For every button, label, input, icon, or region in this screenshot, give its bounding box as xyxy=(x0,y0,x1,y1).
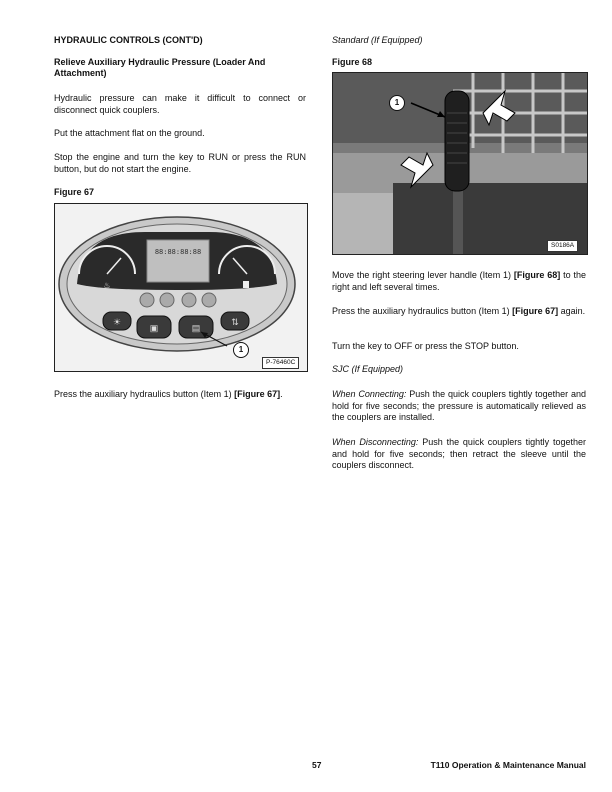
steering-lever-handle xyxy=(445,91,469,191)
lcd-display xyxy=(147,240,209,282)
lights-button[interactable] xyxy=(103,312,131,330)
paragraph-press-aux-button: Press the auxiliary hydraulics button (Item 1) [Figure 67]. xyxy=(54,389,283,399)
paragraph-turn-key-off: Turn the key to OFF or press the STOP button. xyxy=(332,341,519,351)
steering-lever-photo xyxy=(333,73,587,254)
manual-title: T110 Operation & Maintenance Manual xyxy=(430,760,586,770)
figure-67-label: Figure 67 xyxy=(54,187,95,197)
indicator-light-3-icon xyxy=(182,293,196,307)
paragraph-press-aux-again: Press the auxiliary hydraulics button (Item 1) [Figure 67] again. xyxy=(332,306,586,316)
figure-68-label: Figure 68 xyxy=(332,57,373,67)
figure-68 xyxy=(332,72,588,255)
paragraph-when-disconnecting: When Disconnecting: Push the quick couplers tightly together and hold for five seconds; then retract the sleeve until the couplers disconnect. xyxy=(332,437,587,470)
auxiliary-hydraulics-button[interactable] xyxy=(179,316,213,338)
figure-68-code: S0186A xyxy=(547,240,578,252)
indicator-light-1-icon xyxy=(140,293,154,307)
bob-tach-button[interactable] xyxy=(137,316,171,338)
svg-text:♨: ♨ xyxy=(103,281,111,290)
instrument-panel-illustration xyxy=(55,204,307,371)
indicator-light-4-icon xyxy=(202,293,216,307)
lcd-readout: 88:88:88:88 xyxy=(154,248,202,256)
figure-67 xyxy=(54,203,308,372)
paragraph-stop-engine: Stop the engine and turn the key to RUN or press the RUN button, but do not start the engine. xyxy=(54,152,306,174)
standard-note: Standard (If Equipped) xyxy=(332,35,423,45)
sjc-note: SJC (If Equipped) xyxy=(332,364,404,374)
figure-67-callout-1: 1 xyxy=(233,342,249,358)
subsection-title: Relieve Auxiliary Hydraulic Pressure (Loader And Attachment) xyxy=(54,57,266,78)
paragraph-attachment-flat: Put the attachment flat on the ground. xyxy=(54,128,205,138)
section-title: HYDRAULIC CONTROLS (CONT'D) xyxy=(54,35,203,45)
paragraph-hydraulic-pressure: Hydraulic pressure can make it difficult to connect or disconnect quick couplers. xyxy=(54,93,306,115)
paragraph-when-connecting: When Connecting: Push the quick couplers tightly together and hold for five seconds; the pressure is automatically relieved as the couplers are installed. xyxy=(332,389,587,422)
svg-text:▤: ▤ xyxy=(191,323,201,333)
svg-text:▣: ▣ xyxy=(149,323,159,333)
page-number: 57 xyxy=(312,760,322,770)
paragraph-move-lever: Move the right steering lever handle (Item 1) [Figure 68] to the right and left several times. xyxy=(332,270,586,292)
figure-68-callout-1: 1 xyxy=(389,95,405,111)
float-button[interactable] xyxy=(221,312,249,330)
svg-text:⇅: ⇅ xyxy=(231,317,239,327)
svg-text:☀: ☀ xyxy=(112,317,122,327)
figure-67-code: P-76460C xyxy=(262,357,299,369)
indicator-light-2-icon xyxy=(160,293,174,307)
